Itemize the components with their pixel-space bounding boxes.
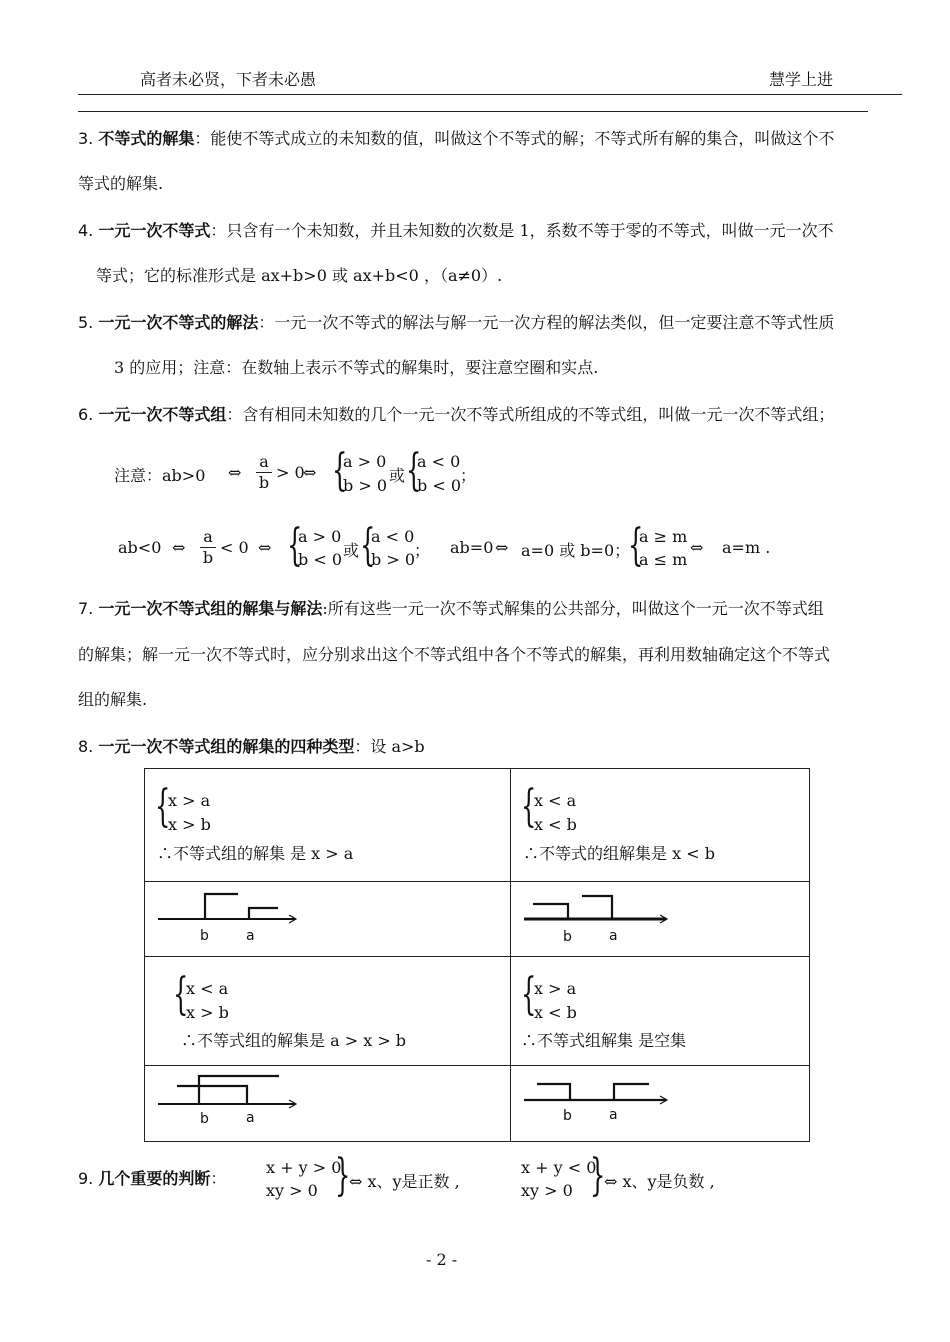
- semicolon: ；: [460, 466, 477, 485]
- table-cell-3: [144, 956, 511, 1066]
- number-line-diagram: [521, 1066, 681, 1126]
- or-word: 或: [389, 466, 406, 485]
- item-4-number: 4.: [78, 221, 94, 240]
- system-line: b < 0: [417, 476, 461, 495]
- item-7-cont: 组的解集.: [78, 690, 148, 709]
- solution-conclusion: ∴不等式的组解集是 x < b: [523, 844, 715, 863]
- axis-label-b: b: [563, 1108, 572, 1124]
- system-line: x < b: [534, 1003, 577, 1022]
- note-ab-positive: 注意：ab>0: [114, 466, 206, 485]
- item-4-body: ：只含有一个未知数，并且未知数的次数是 1，系数不等于零的不等式，叫做一元一次不: [210, 221, 834, 240]
- item-7: [78, 599, 908, 619]
- solution-conclusion: ∴不等式组解集 是空集: [521, 1031, 687, 1050]
- less-than-zero: < 0: [220, 538, 249, 557]
- item-5-term: 一元一次不等式的解法: [98, 313, 259, 332]
- solution-conclusion: ∴不等式组的解集是 a > x > b: [181, 1031, 407, 1050]
- system-line: x + y > 0: [266, 1158, 342, 1177]
- axis-label-b: b: [200, 1111, 209, 1127]
- system-line: x > b: [186, 1003, 229, 1022]
- left-brace: {: [406, 445, 422, 496]
- table-cell-numberline-4: [510, 1065, 810, 1142]
- negative-result: ⇔ x、y是负数 ,: [604, 1172, 715, 1191]
- system-line: x < b: [534, 815, 577, 834]
- item-3-cont: 等式的解集.: [78, 174, 164, 193]
- fraction-a-over-b: [256, 452, 272, 493]
- item-5-cont: 3 的应用；注意：在数轴上表示不等式的解集时，要注意空圈和实点.: [114, 358, 599, 377]
- item-3-body: ：能使不等式成立的未知数的值，叫做这个不等式的解；不等式所有解的集合，叫做这个不: [194, 129, 835, 148]
- ab-zero-result: a=0 或 b=0；: [521, 541, 631, 560]
- positive-result: ⇔ x、y是正数 ,: [349, 1172, 460, 1191]
- left-brace: {: [521, 969, 537, 1020]
- system-line: a > 0: [298, 527, 342, 546]
- item-3-number: 3.: [78, 129, 94, 148]
- fraction-denominator: b: [202, 548, 214, 567]
- item-8-number: 8.: [78, 737, 94, 756]
- item-7-body: :所有这些一元一次不等式解集的公共部分，叫做这个一元一次不等式组: [322, 599, 824, 618]
- system-line: x + y < 0: [521, 1158, 597, 1177]
- table-cell-numberline-1: [144, 881, 511, 957]
- item-6: [78, 405, 908, 425]
- fraction-denominator: b: [258, 473, 270, 492]
- system-line: b > 0: [343, 476, 387, 495]
- axis-label-a: a: [246, 1110, 255, 1126]
- item-8-body: ：设 a>b: [354, 737, 425, 756]
- page-number: - 2 -: [426, 1250, 458, 1269]
- ab-negative: ab<0: [118, 538, 162, 557]
- system-line: a < 0: [371, 527, 415, 546]
- system-line: b < 0: [298, 550, 342, 569]
- ab-zero: ab=0: [450, 538, 494, 557]
- item-9-number: 9.: [78, 1169, 94, 1188]
- system-line: xy > 0: [521, 1181, 573, 1200]
- item-4: [78, 221, 908, 241]
- item-4-cont: 等式；它的标准形式是 ax+b>0 或 ax+b<0 ，（a≠0）.: [96, 266, 503, 285]
- iff-symbol: ⇔: [690, 538, 704, 557]
- solution-conclusion: ∴不等式组的解集 是 x > a: [157, 844, 354, 863]
- right-brace: }: [590, 1150, 606, 1201]
- header-rule-bottom: [78, 111, 868, 112]
- fraction-numerator: a: [256, 452, 272, 473]
- axis-label-b: b: [200, 928, 209, 944]
- system-line: x < a: [186, 979, 229, 998]
- left-brace: {: [628, 520, 644, 571]
- item-9: [78, 1169, 258, 1189]
- system-line: x < a: [534, 791, 577, 810]
- table-cell-2: [510, 768, 810, 882]
- system-line: x > a: [168, 791, 211, 810]
- solution-types-table: [144, 768, 810, 1142]
- system-line: x > b: [168, 815, 211, 834]
- axis-label-a: a: [609, 1107, 618, 1123]
- item-8: [78, 737, 908, 757]
- item-7-term: 一元一次不等式组的解集与解法: [98, 599, 323, 618]
- axis-label-a: a: [609, 928, 618, 944]
- table-cell-numberline-2: [510, 881, 810, 957]
- fraction-numerator: a: [200, 527, 216, 548]
- axis-label-b: b: [563, 929, 572, 945]
- system-line: xy > 0: [266, 1181, 318, 1200]
- table-cell-1: [144, 768, 511, 882]
- header-rule-top: [78, 94, 902, 95]
- number-line-diagram: [521, 886, 681, 946]
- left-brace: {: [287, 520, 303, 571]
- system-line: a > 0: [343, 452, 387, 471]
- greater-than-zero: > 0: [276, 463, 305, 482]
- or-word: 或: [343, 541, 360, 560]
- item-7-number: 7.: [78, 599, 94, 618]
- axis-label-a: a: [246, 928, 255, 944]
- item-8-term: 一元一次不等式组的解集的四种类型: [98, 737, 355, 756]
- item-6-number: 6.: [78, 405, 94, 424]
- system-line: a ≥ m: [639, 527, 688, 546]
- left-brace: {: [360, 520, 376, 571]
- a-equals-m: a=m .: [722, 538, 771, 557]
- item-9-colon: ：: [210, 1169, 227, 1188]
- header-brand: 慧学上进: [769, 70, 834, 89]
- iff-symbol: ⇔: [172, 538, 186, 557]
- left-brace: {: [173, 969, 189, 1020]
- system-line: b > 0: [371, 550, 415, 569]
- number-line-diagram: [155, 886, 315, 946]
- item-9-term: 几个重要的判断: [98, 1169, 211, 1188]
- system-line: a < 0: [417, 452, 461, 471]
- item-4-term: 一元一次不等式: [98, 221, 211, 240]
- item-5: [78, 313, 908, 333]
- fraction-a-over-b: [200, 527, 216, 568]
- item-3-term: 不等式的解集: [98, 129, 195, 148]
- item-6-body: ：含有相同未知数的几个一元一次不等式所组成的不等式组，叫做一元一次不等式组；: [226, 405, 835, 424]
- iff-symbol: ⇔: [228, 463, 242, 482]
- left-brace: {: [521, 781, 537, 832]
- header-motto: 高者未必贤，下者未必愚: [140, 70, 317, 89]
- item-5-body: ：一元一次不等式的解法与解一元一次方程的解法类似，但一定要注意不等式性质: [258, 313, 835, 332]
- system-line: a ≤ m: [639, 550, 688, 569]
- item-7-cont: 的解集；解一元一次不等式时，应分别求出这个不等式组中各个不等式的解集，再利用数轴确定这个不等式: [78, 645, 831, 664]
- iff-symbol: ⇔: [258, 538, 272, 557]
- item-3: [78, 129, 908, 149]
- iff-symbol: ⇔: [303, 463, 317, 482]
- number-line-diagram: [155, 1066, 315, 1126]
- left-brace: {: [332, 445, 348, 496]
- left-brace: {: [155, 781, 171, 832]
- item-6-term: 一元一次不等式组: [98, 405, 227, 424]
- item-5-number: 5.: [78, 313, 94, 332]
- system-line: x > a: [534, 979, 577, 998]
- iff-symbol: ⇔: [495, 538, 509, 557]
- semicolon: ；: [414, 541, 431, 560]
- right-brace: }: [335, 1150, 351, 1201]
- table-cell-4: [510, 956, 810, 1066]
- table-cell-numberline-3: [144, 1065, 511, 1142]
